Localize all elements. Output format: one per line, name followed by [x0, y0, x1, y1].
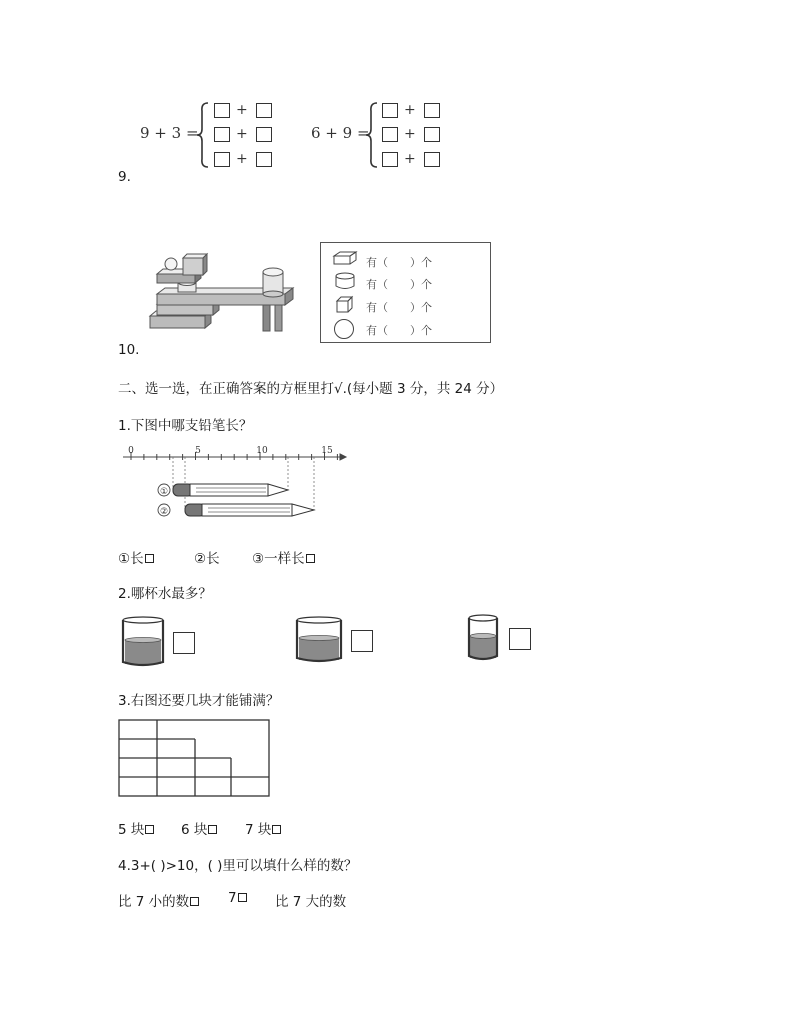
plus-sign: +: [236, 126, 248, 142]
brace-left-1: [196, 101, 210, 169]
question-2: 2.哪杯水最多？: [118, 586, 212, 602]
option-label: 6 块: [181, 822, 208, 838]
brace-left-2: [365, 101, 379, 169]
question-3: 3.右图还要几块才能铺满？: [118, 693, 280, 709]
pencil-2-label: ②: [159, 507, 169, 517]
answer-option[interactable]: [118, 818, 154, 838]
answer-option[interactable]: [194, 547, 220, 567]
question-1: 1.下图中哪支铅笔长？: [118, 418, 253, 434]
cup-1: [120, 614, 166, 668]
answer-box[interactable]: [214, 103, 230, 118]
answer-box[interactable]: [382, 103, 398, 118]
cuboid-icon: [332, 250, 358, 266]
cup-3-checkbox[interactable]: [509, 628, 531, 650]
option-label: ②长: [194, 551, 220, 567]
answer-box[interactable]: [382, 127, 398, 142]
question-number-10: 10.: [118, 342, 140, 358]
checkbox[interactable]: [190, 897, 199, 906]
question-4: 4.3+( )>10，( )里可以填什么样的数？: [118, 858, 358, 874]
ruler-and-pencils-figure: [120, 440, 350, 520]
answer-box[interactable]: [424, 103, 440, 118]
pencil-1-label: ①: [159, 487, 169, 497]
checkbox[interactable]: [208, 825, 217, 834]
block-structure-figure: [145, 244, 305, 344]
answer-option[interactable]: [181, 818, 217, 838]
answer-option[interactable]: [275, 890, 346, 910]
option-label: ③一样长: [252, 551, 305, 567]
cube-icon: [335, 295, 355, 315]
plus-sign: +: [404, 102, 416, 118]
option-label: 7: [228, 890, 237, 906]
option-label: ①长: [118, 551, 144, 567]
plus-sign: +: [236, 151, 248, 167]
answer-box[interactable]: [214, 152, 230, 167]
cup-2: [294, 614, 344, 664]
checkbox[interactable]: [238, 893, 247, 902]
checkbox[interactable]: [145, 825, 154, 834]
ruler-tick-label: 5: [195, 446, 201, 456]
answer-box[interactable]: [214, 127, 230, 142]
sphere-count: 有（ ）个: [366, 324, 432, 337]
ruler-tick-label: 10: [256, 446, 268, 456]
plus-sign: +: [236, 102, 248, 118]
cup-3: [466, 612, 500, 662]
cube-count: 有（ ）个: [366, 301, 432, 314]
option-label: 比 7 小的数: [118, 894, 190, 910]
answer-option[interactable]: [228, 890, 247, 906]
checkbox[interactable]: [306, 554, 315, 563]
ruler-tick-label: 15: [321, 446, 333, 456]
answer-box[interactable]: [256, 152, 272, 167]
option-label: 7 块: [245, 822, 272, 838]
answer-option[interactable]: [118, 547, 154, 567]
answer-box[interactable]: [382, 152, 398, 167]
answer-box[interactable]: [256, 127, 272, 142]
option-label: 5 块: [118, 822, 145, 838]
equation-9-plus-3: 9 + 3 =: [140, 124, 199, 142]
answer-box[interactable]: [424, 152, 440, 167]
sphere-icon: [333, 318, 355, 340]
answer-option[interactable]: [245, 818, 281, 838]
section-heading: 二、选一选，在正确答案的方框里打√.(每小题 3 分，共 24 分）: [118, 381, 504, 397]
cuboid-count: 有（ ）个: [366, 256, 432, 269]
cylinder-count: 有（ ）个: [366, 278, 432, 291]
plus-sign: +: [404, 126, 416, 142]
checkbox[interactable]: [272, 825, 281, 834]
checkbox[interactable]: [145, 554, 154, 563]
tile-grid-figure: [118, 718, 272, 798]
cup-2-checkbox[interactable]: [351, 630, 373, 652]
option-label: 比 7 大的数: [275, 894, 347, 910]
answer-box[interactable]: [256, 103, 272, 118]
answer-option[interactable]: [118, 890, 199, 910]
question-number-9: 9.: [118, 169, 131, 185]
cylinder-icon: [334, 271, 356, 291]
ruler-tick-label: 0: [128, 446, 134, 456]
answer-option[interactable]: [252, 547, 315, 567]
answer-box[interactable]: [424, 127, 440, 142]
plus-sign: +: [404, 151, 416, 167]
equation-6-plus-9: 6 + 9 =: [311, 124, 370, 142]
cup-1-checkbox[interactable]: [173, 632, 195, 654]
